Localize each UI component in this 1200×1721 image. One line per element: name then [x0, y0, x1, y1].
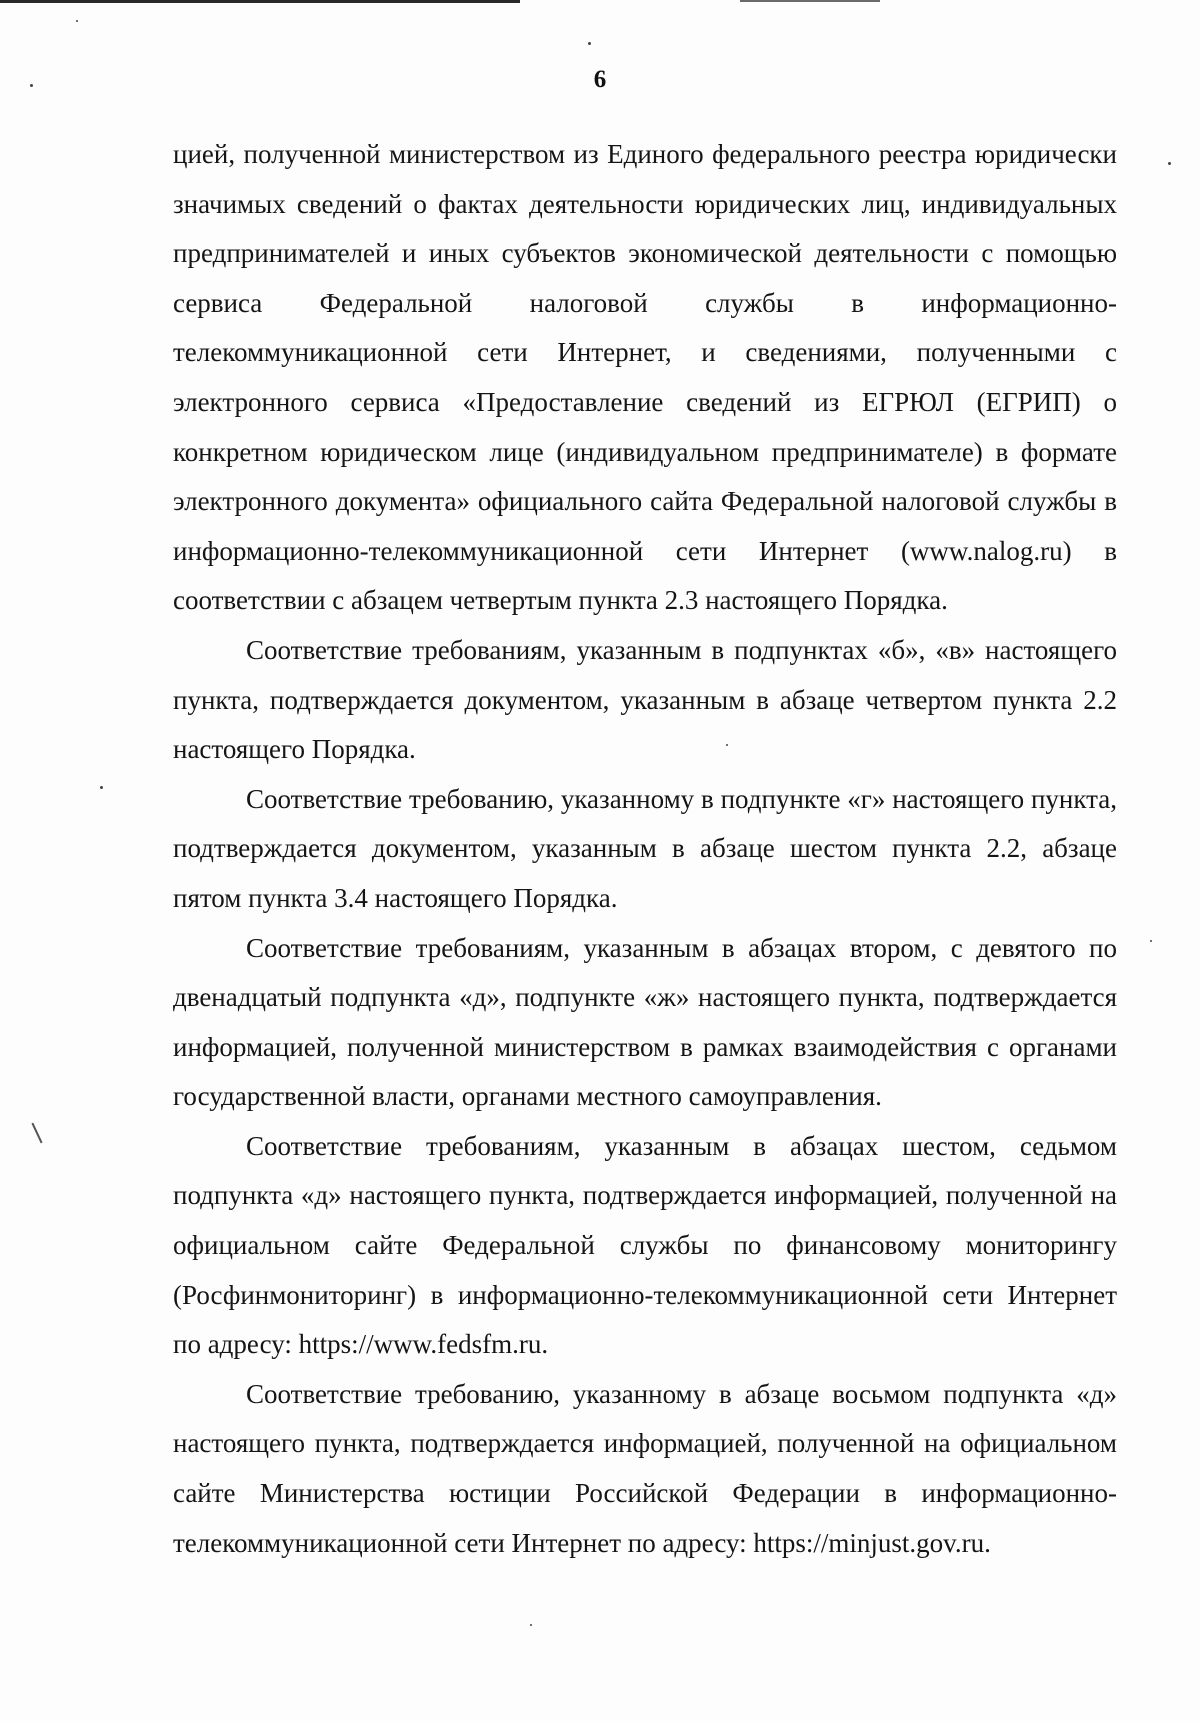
- scan-speck: [1150, 940, 1152, 942]
- paragraph: Соответствие требованию, указанному в абзаце восьмом подпункта «д» настоящего пункта, подтверждается информацией, полученной на официальном сайте Министерства юстиции Российской Федерации в информационно-телекоммуникационной сети Интернет по адресу: https://minjust.gov.ru.: [173, 1378, 1117, 1558]
- page-number: 6: [593, 66, 607, 93]
- scan-speck: [588, 42, 591, 45]
- scan-edge-line: [740, 0, 880, 2]
- paragraph: цией, полученной министерством из Единого федерального реестра юридически значимых сведений о фактах деятельности юридических лиц, индивидуальных предпринимателей и иных субъектов экономической деятельности с помощью сервиса Федеральной налоговой службы в информационно-телекоммуникационной сети Интернет, и сведениями, полученными с электронного сервиса «Предоставление сведений из ЕГРЮЛ (ЕГРИП) о конкретном юридическом лице (индивидуальном предпринимателе) в формате электронного документа» официального сайта Федеральной налоговой службы в информационно-телекоммуникационной сети Интернет (www.nalog.ru) в соответствии с абзацем четвертым пункта 2.3 настоящего Порядка.: [173, 139, 1117, 616]
- scan-edge-line: [0, 0, 520, 3]
- scan-speck: [76, 20, 78, 22]
- document-body: [173, 130, 1117, 1568]
- scan-speck: [100, 786, 103, 789]
- scan-speck: [1168, 162, 1171, 165]
- scan-speck: [530, 1624, 532, 1626]
- paragraph: Соответствие требованиям, указанным в абзацах шестом, седьмом подпункта «д» настоящего пункта, подтверждается информацией, полученной на официальном сайте Федеральной службы по финансовому мониторингу (Росфинмониторинг) в информационно-телекоммуникационной сети Интернет по адресу: https://www.fedsfm.ru.: [173, 1130, 1117, 1360]
- paragraph: Соответствие требованию, указанному в подпункте «г» настоящего пункта, подтверждается документом, указанным в абзаце шестом пункта 2.2, абзаце пятом пункта 3.4 настоящего Порядка.: [173, 783, 1117, 913]
- paragraph: Соответствие требованиям, указанным в абзацах втором, с девятого по двенадцатый подпункта «д», подпункте «ж» настоящего пункта, подтверждается информацией, полученной министерством в рамках взаимодействия с органами государственной власти, органами местного самоуправления.: [173, 932, 1117, 1112]
- scan-mark: [31, 1123, 42, 1144]
- paragraph: Соответствие требованиям, указанным в подпунктах «б», «в» настоящего пункта, подтверждается документом, указанным в абзаце четвертом пункта 2.2 настоящего Порядка.: [173, 634, 1117, 765]
